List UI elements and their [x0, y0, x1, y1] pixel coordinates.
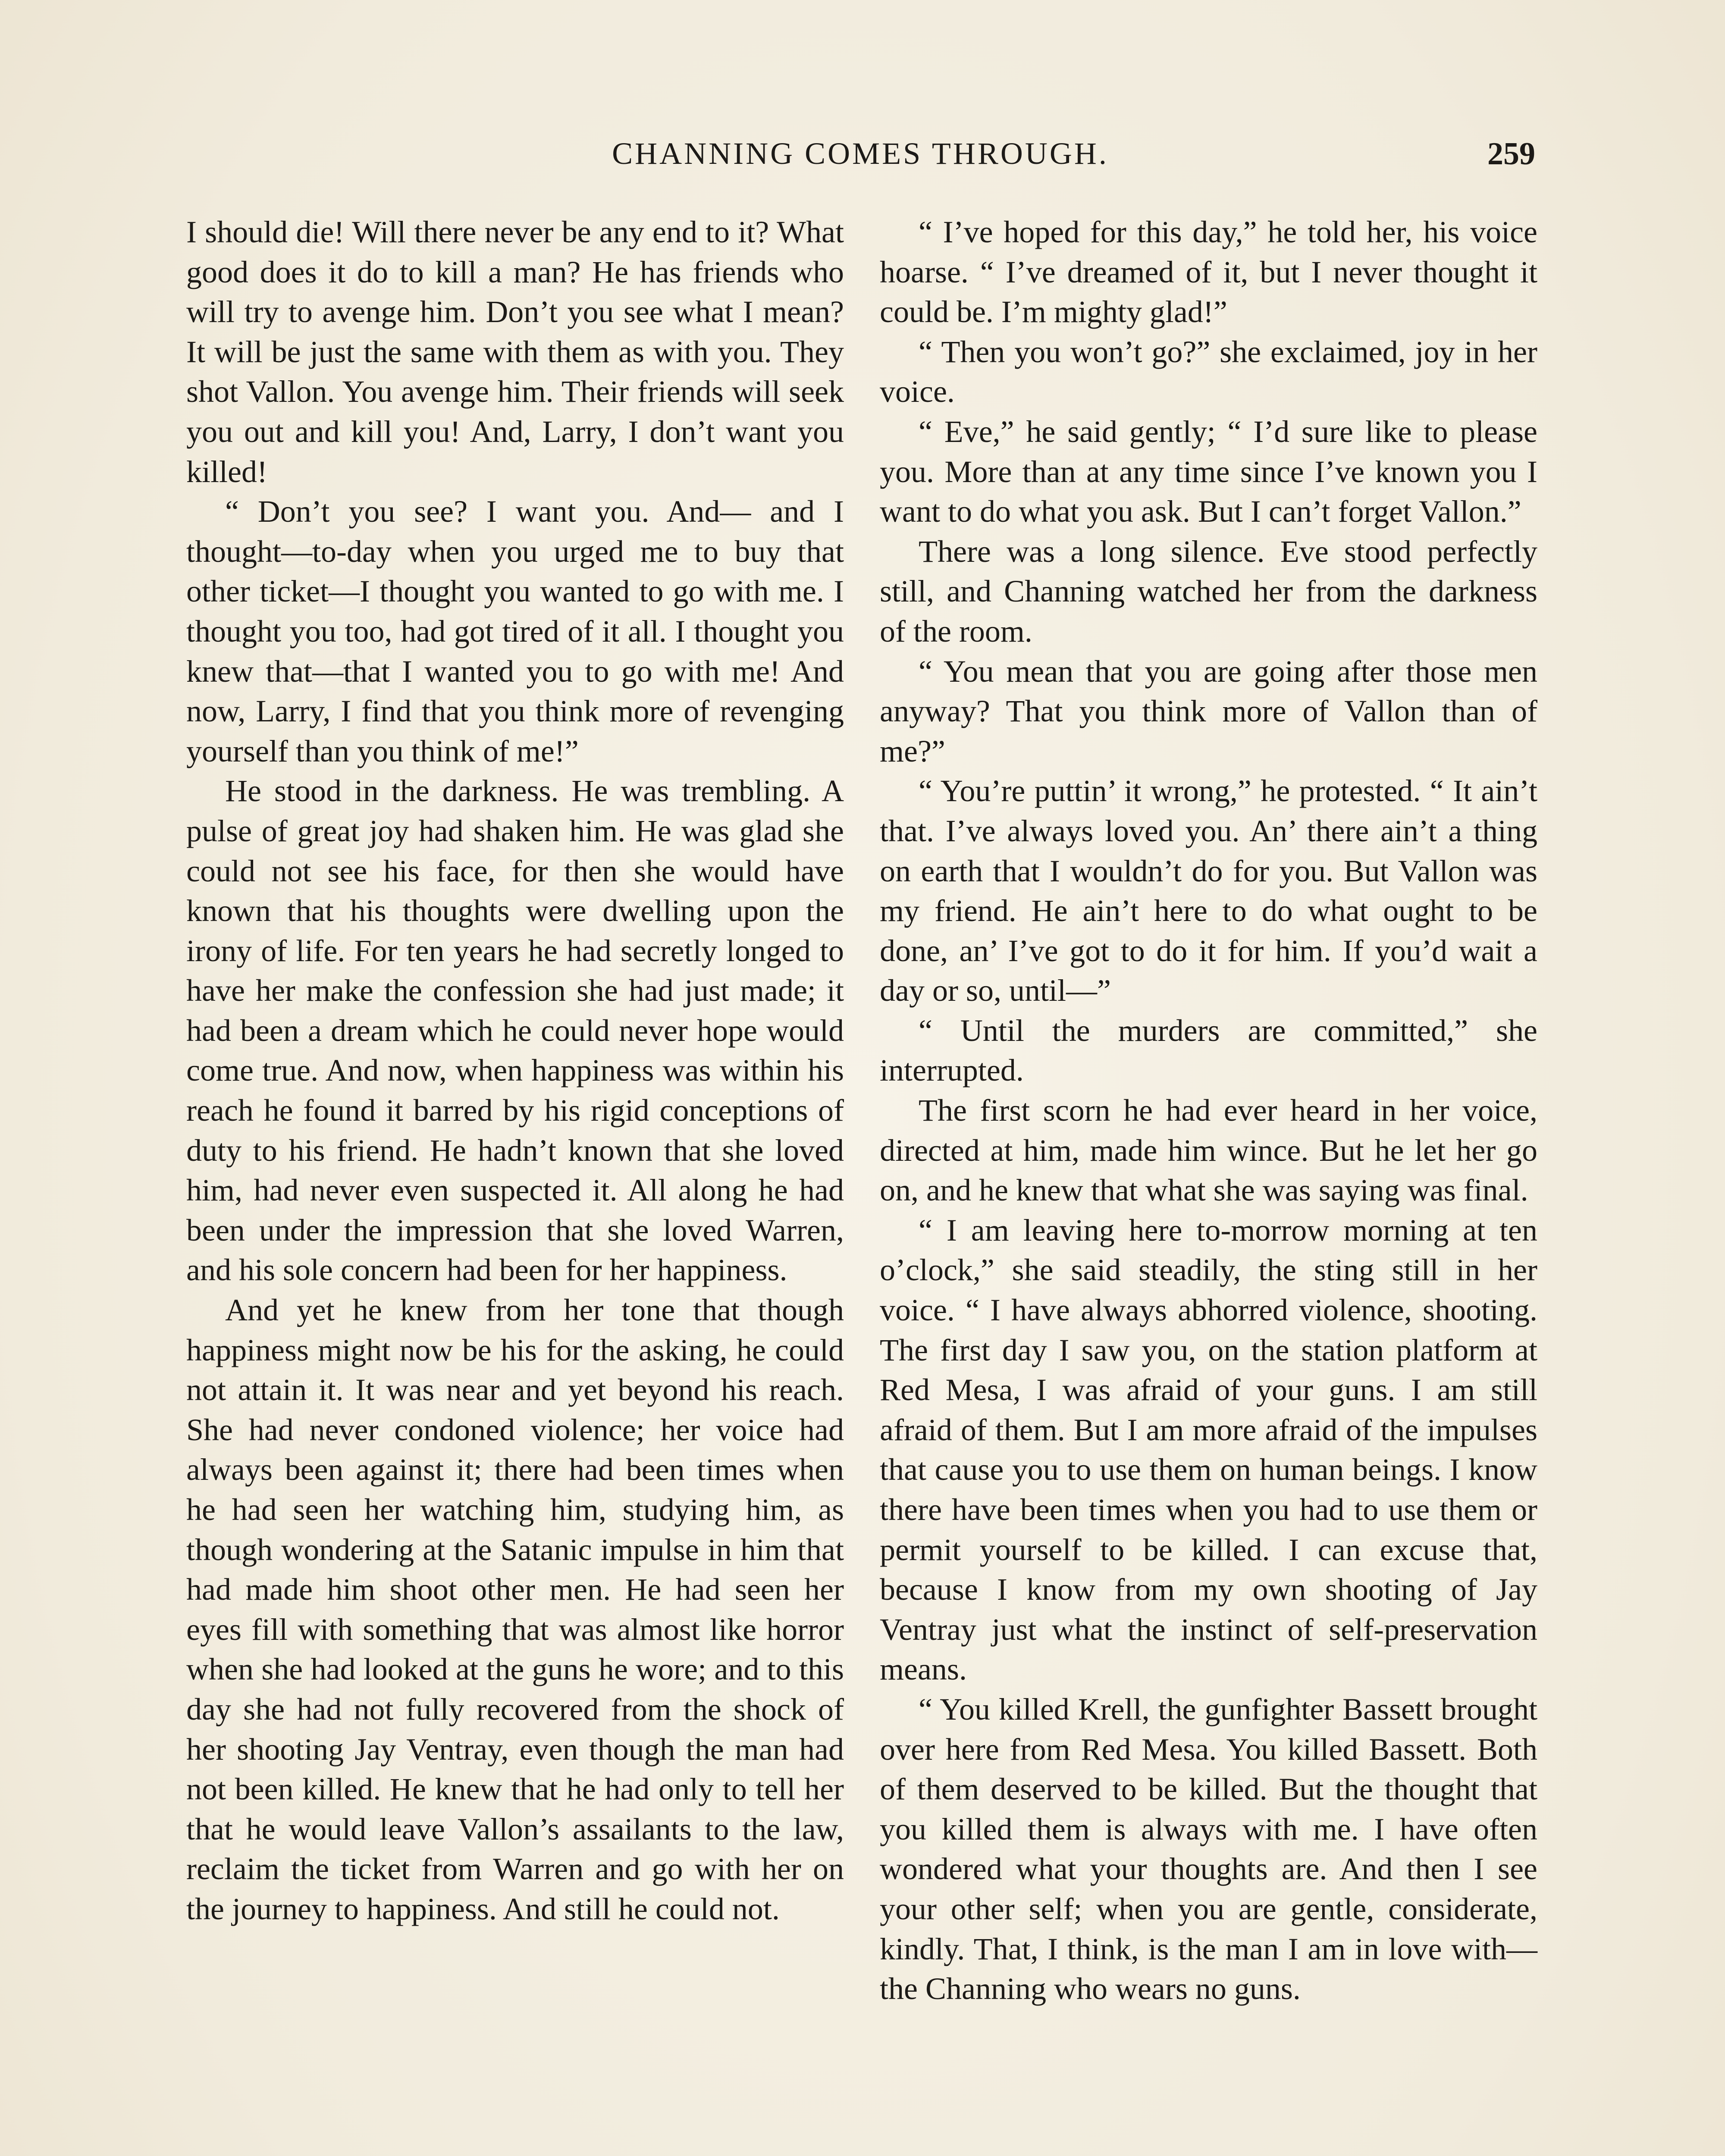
right-column — [880, 212, 1537, 2009]
paragraph: “ I’ve hoped for this day,” he told her, his voice hoarse. “ I’ve dreamed of it, but I never thought it could be. I’m mighty glad!” — [880, 215, 1537, 329]
paragraph: “ Don’t you see? I want you. And— and I thought—to-day when you urged me to buy that other ticket—I thought you wanted to go with me. I thought you too, had got tired of it all. I thought you knew that—that I wanted you to go with me! And now, Larry, I find that you think more of revenging yourself than you think of me!” — [186, 494, 844, 768]
running-title: CHANNING COMES THROUGH. — [612, 136, 1109, 171]
paragraph: “ Eve,” he said gently; “ I’d sure like to please you. More than at any time since I’ve known you I want to do what you ask. But I can’t forget Vallon.” — [880, 414, 1537, 529]
paragraph: “ You mean that you are going after those men anyway? That you think more of Vallon than of me?” — [880, 654, 1537, 768]
paragraph: The first scorn he had ever heard in her voice, directed at him, made him wince. But he let her go on, and he knew that what she was saying was final. — [880, 1093, 1537, 1208]
paragraph: “ You killed Krell, the gunfighter Bassett brought over here from Red Mesa. You killed Bassett. Both of them deserved to be killed. But the thought that you killed them is always with me. I have often wondered what your thoughts are. And then I see your other self; when you are gentle, considerate, kindly. That, I think, is the man I am in love with—the Channing who wears no guns. — [880, 1692, 1537, 2006]
left-column — [186, 212, 844, 1929]
paragraph: “ I am leaving here to-morrow morning at ten o’clock,” she said steadily, the sting still in her voice. “ I have always abhorred violence, shooting. The first day I saw you, on the station platform at Red Mesa, I was afraid of your guns. I am still afraid of them. But I am more afraid of the impulses that cause you to use them on human beings. I know there have been times when you had to use them or permit yourself to be killed. I can excuse that, because I know from my own shooting of Jay Ventray just what the instinct of self-preservation means. — [880, 1213, 1537, 1687]
page-header — [185, 136, 1535, 183]
paragraph: “ You’re puttin’ it wrong,” he protested. “ It ain’t that. I’ve always loved you. An’ there ain’t a thing on earth that I wouldn’t do for you. But Vallon was my friend. He ain’t here to do what ought to be done, an’ I’ve got to do it for him. If you’d wait a day or so, until—” — [880, 774, 1537, 1008]
paragraph: He stood in the darkness. He was trembling. A pulse of great joy had shaken him. He was glad she could not see his face, for then she would have known that his thoughts were dwelling upon the irony of life. For ten years he had secretly longed to have her make the confession she had just made; it had been a dream which he could never hope would come true. And now, when happiness was within his reach he found it barred by his rigid conceptions of duty to his friend. He hadn’t known that she loved him, had never even suspected it. All along he had been under the impression that she loved Warren, and his sole concern had been for her happiness. — [186, 774, 844, 1288]
page-number: 259 — [1487, 136, 1535, 172]
paragraph: I should die! Will there never be any end to it? What good does it do to kill a man? He has friends who will try to avenge him. Don’t you see what I mean? It will be just the same with them as with you. They shot Vallon. You avenge him. Their friends will seek you out and kill you! And, Larry, I don’t want you killed! — [186, 215, 844, 489]
paragraph: “ Then you won’t go?” she exclaimed, joy in her voice. — [880, 334, 1537, 409]
paragraph: There was a long silence. Eve stood perfectly still, and Channing watched her from the darkness of the room. — [880, 534, 1537, 649]
paragraph: And yet he knew from her tone that though happiness might now be his for the asking, he could not attain it. It was near and yet beyond his reach. She had never condoned violence; her voice had always been against it; there had been times when he had seen her watching him, studying him, as though wondering at the Satanic impulse in him that had made him shoot other men. He had seen her eyes fill with something that was almost like horror when she had looked at the guns he wore; and to this day she had not fully recovered from the shock of her shooting Jay Ventray, even though the man had not been killed. He knew that he had only to tell her that he would leave Vallon’s assailants to the law, reclaim the ticket from Warren and go with her on the journey to happiness. And still he could not. — [186, 1293, 844, 1926]
paragraph: “ Until the murders are committed,” she interrupted. — [880, 1013, 1537, 1088]
